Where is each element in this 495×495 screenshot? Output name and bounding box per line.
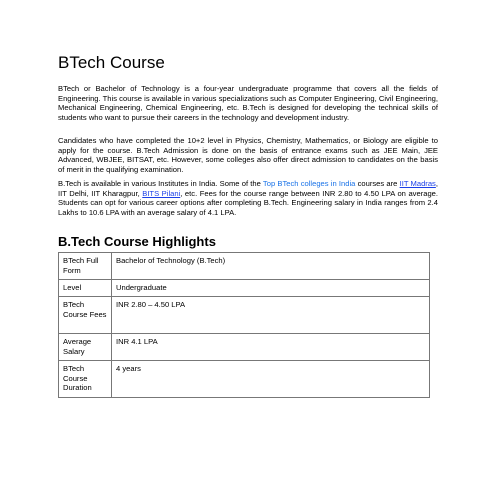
row-value: Undergraduate [112,280,430,297]
colleges-text-1: B.Tech is available in various Institutes in India. Some of the [58,179,263,188]
highlights-table [58,252,430,398]
table-row [59,297,430,334]
row-value: 4 years [112,361,430,398]
row-label: Level [59,280,112,297]
colleges-text-4: , etc. Fees for the course range between INR 2.80 to 4.50 LPA on average. Students can opt for various career options after completing B.Tech. Engineering salary in India ranges from 2.4 Lakhs to 10.6 LPA with an average salary of 4.1 LPA. [58,188,439,217]
row-label: Average Salary [59,334,112,361]
highlights-heading: B.Tech Course Highlights [58,234,216,249]
page-title: BTech Course [58,53,165,72]
iit-madras-link[interactable]: IIT Madras [399,179,436,188]
row-label: BTech Course Duration [59,361,112,398]
table-row [59,361,430,398]
table-row [59,334,430,361]
row-value: INR 4.1 LPA [112,334,430,361]
eligibility-paragraph: Candidates who have completed the 10+2 level in Physics, Chemistry, Mathematics, or Biology are eligible to apply for the course. B.Tech Admission is done on the basis of entrance exams such as JEE Main, JEE Advanced, WBJEE, BITSAT, etc. However, some colleges also offer direct admission to candidates on the basis of merit in the qualifying examination. [58,136,438,174]
row-label: BTech Course Fees [59,297,112,334]
table-row [59,253,430,280]
table-row [59,280,430,297]
bits-pilani-link[interactable]: BITS Pilani [142,188,181,198]
top-colleges-link[interactable]: Top BTech colleges in India [262,179,356,188]
colleges-text-3: , IIT Delhi, IIT Kharagpur, [58,179,438,198]
colleges-text-2: courses are [355,179,400,188]
intro-paragraph: BTech or Bachelor of Technology is a four-year undergraduate programme that covers all the fields of Engineering. This course is available in various specializations such as Computer Engineering, Civil Engineering, Mechanical Engineering, Chemical Engineering, etc. B.Tech is designed for developing the technical skills of students who want to pursue their careers in the technology and development industry. [58,84,438,122]
row-value: Bachelor of Technology (B.Tech) [112,253,430,280]
row-label: BTech Full Form [59,253,112,280]
colleges-paragraph [58,179,438,217]
row-value: INR 2.80 – 4.50 LPA [112,297,430,334]
